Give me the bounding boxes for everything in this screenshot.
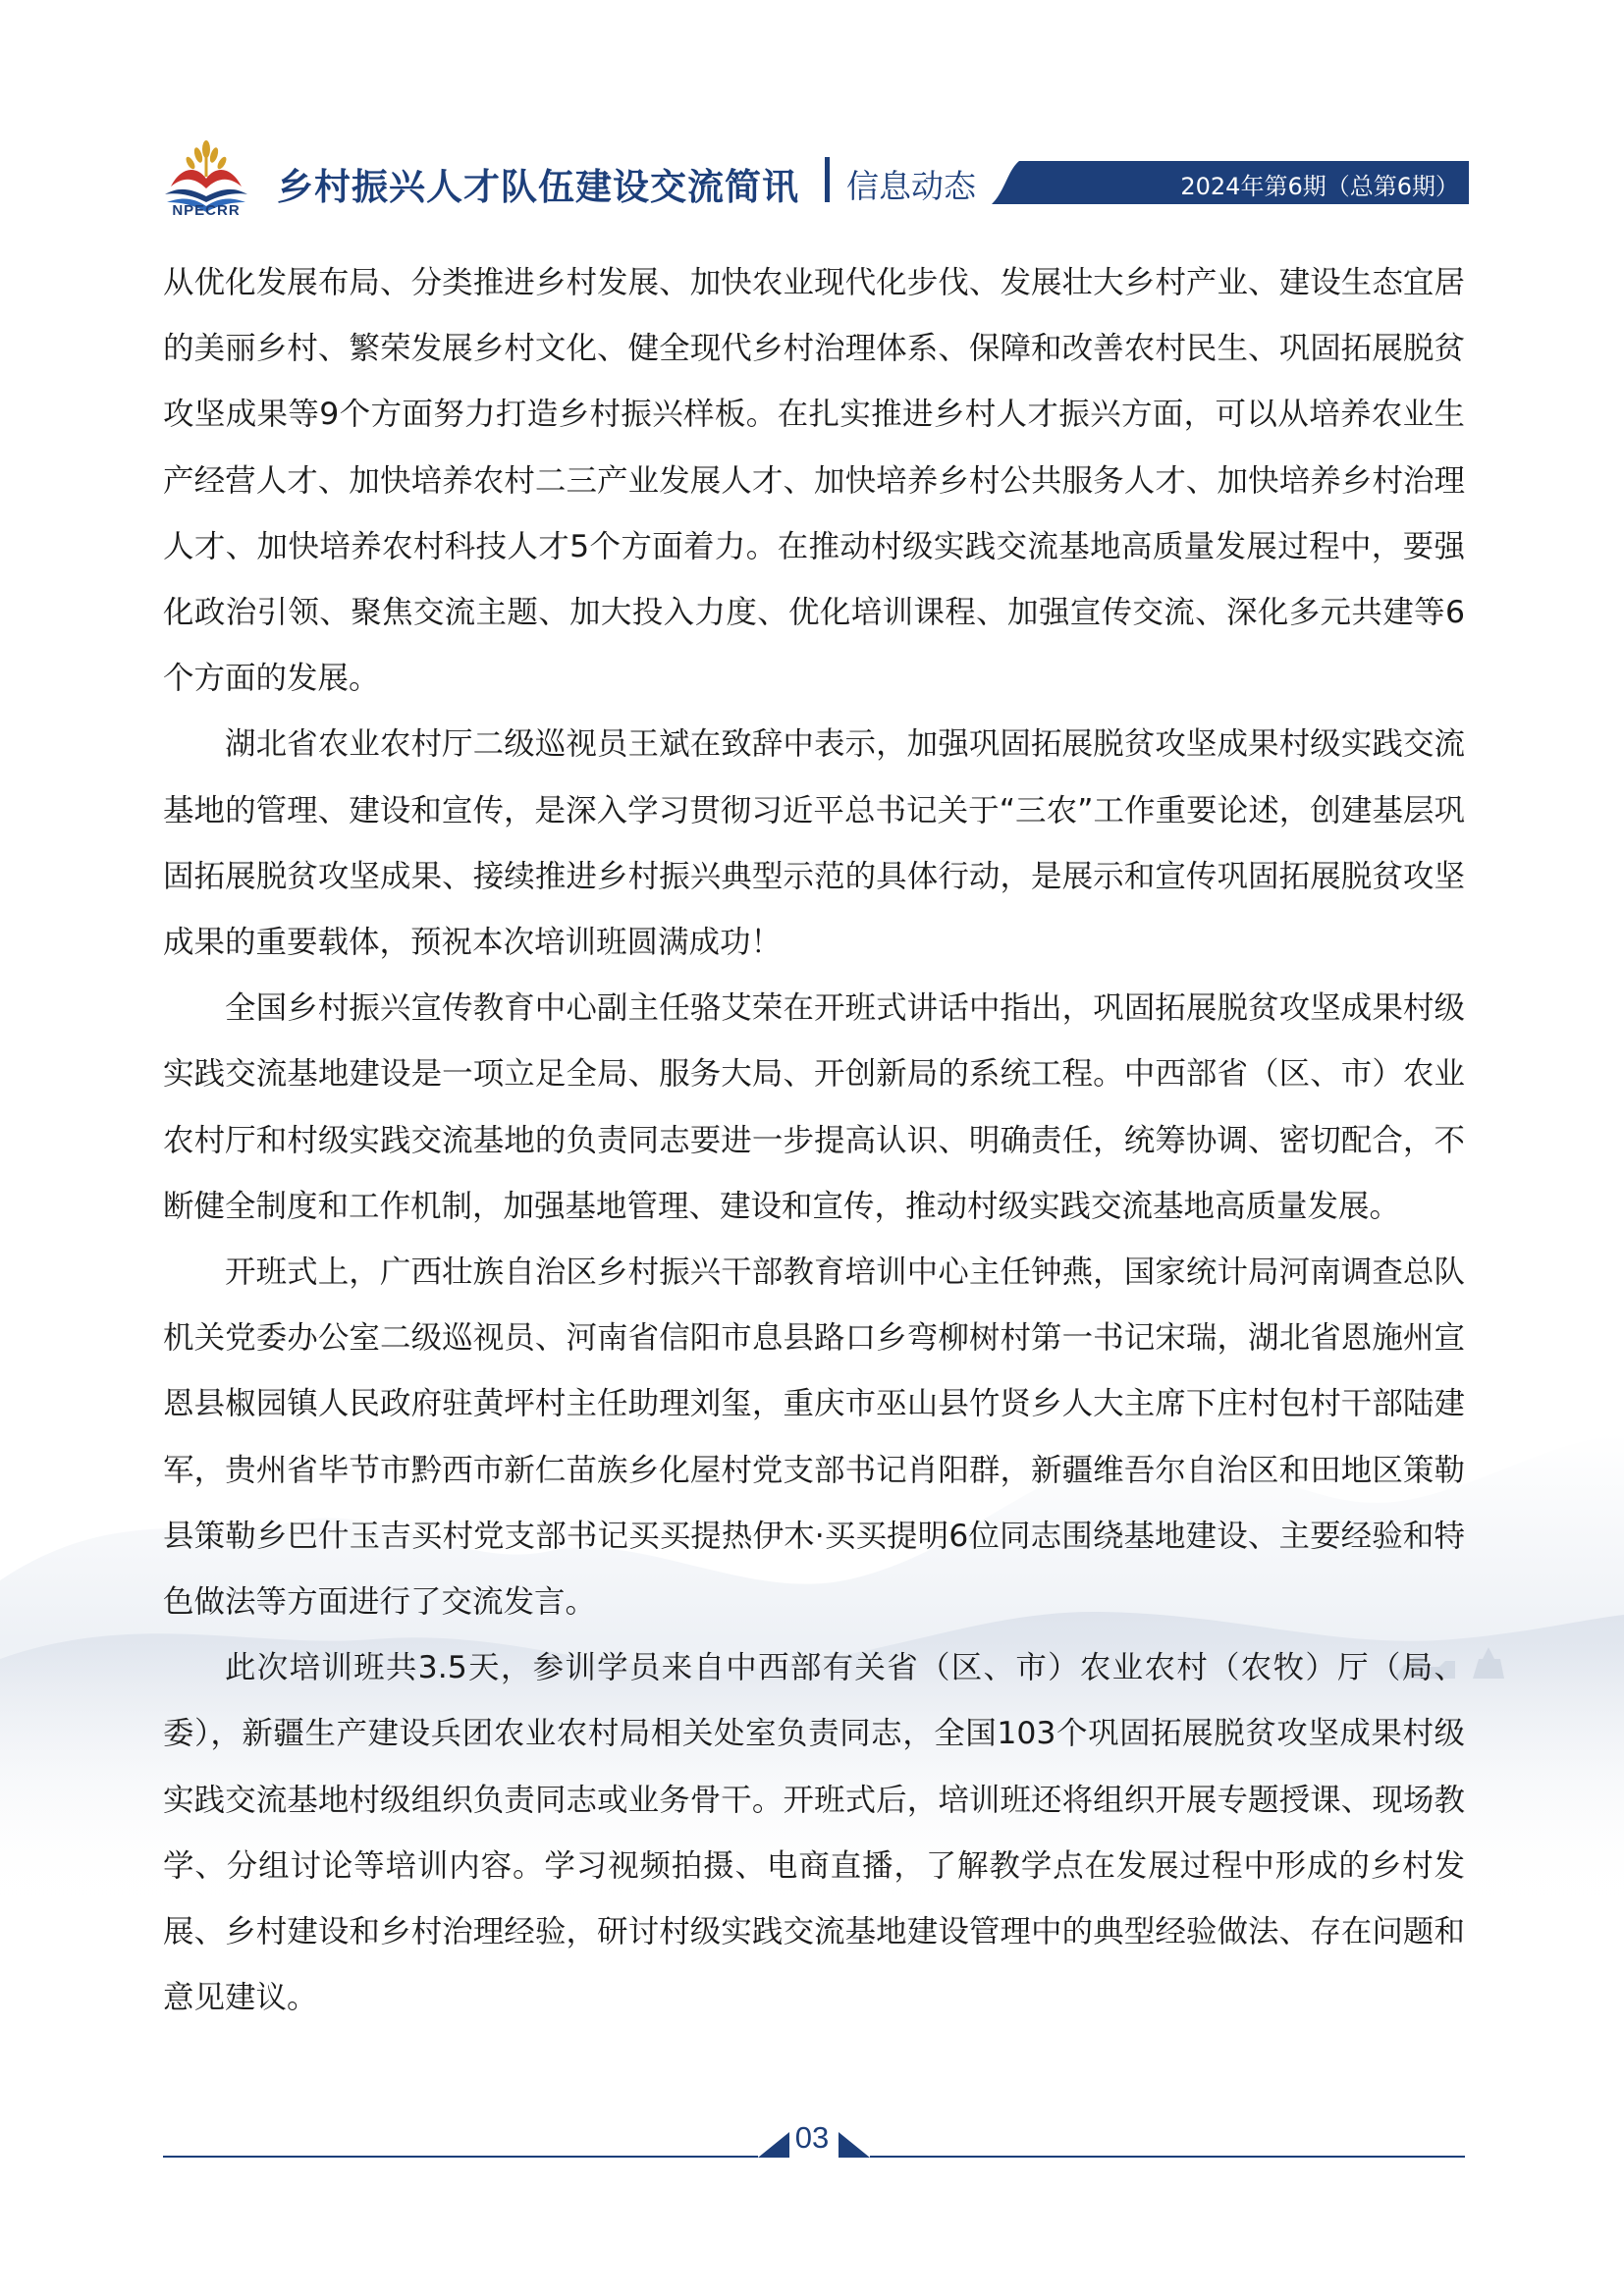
paragraph-5: 此次培训班共3.5天，参训学员来自中西部有关省（区、市）农业农村（农牧）厅（局、委），新疆生产建设兵团农业农村局相关处室负责同志，全国103个巩固拓展脱贫攻坚成果村级实践交流基地村级组织负责同志或业务骨干。开班式后，培训班还将组织开展专题授课、现场教学、分组讨论等培训内容。学习视频拍摄、电商直播，了解教学点在发展过程中形成的乡村发展、乡村建设和乡村治理经验，研讨村级实践交流基地建设管理中的典型经验做法、存在问题和意见建议。 [163,1650,1465,2016]
page-footer [0,2120,1624,2199]
paragraph-3: 全国乡村振兴宣传教育中心副主任骆艾荣在开班式讲话中指出，巩固拓展脱贫攻坚成果村级实践交流基地建设是一项立足全局、服务大局、开创新局的系统工程。中西部省（区、市）农业农村厅和村级实践交流基地的负责同志要进一步提高认识、明确责任，统筹协调、密切配合，不断健全制度和工作机制，加强基地管理、建设和宣传，推动村级实践交流基地高质量发展。 [163,990,1465,1224]
section-name: 信息动态 [846,167,976,205]
publication-title: 乡村振兴人才队伍建设交流简讯 [277,166,799,208]
page-number: 03 [794,2120,830,2155]
paragraph-4: 开班式上，广西壮族自治区乡村振兴干部教育培训中心主任钟燕，国家统计局河南调查总队机关党委办公室二级巡视员、河南省信阳市息县路口乡弯柳树村第一书记宋瑞，湖北省恩施州宣恩县椒园镇人民政府驻黄坪村主任助理刘玺，重庆市巫山县竹贤乡人大主席下庄村包村干部陆建军，贵州省毕节市黔西市新仁苗族乡化屋村党支部书记肖阳群，新疆维吾尔自治区和田地区策勒县策勒乡巴什玉吉买村党支部书记买买提热伊木·买买提明6位同志围绕基地建设、主要经验和特色做法等方面进行了交流发言。 [163,1255,1465,1621]
page-header [0,0,1624,226]
paragraph-1: 从优化发展布局、分类推进乡村发展、加快农业现代化步伐、发展壮大乡村产业、建设生态宜居的美丽乡村、繁荣发展乡村文化、健全现代乡村治理体系、保障和改善农村民生、巩固拓展脱贫攻坚成果等9个方面努力打造乡村振兴样板。在扎实推进乡村人才振兴方面，可以从培养农业生产经营人才、加快培养农村二三产业发展人才、加快培养乡村公共服务人才、加快培养乡村治理人才、加快培养农村科技人才5个方面着力。在推动村级实践交流基地高质量发展过程中，要强化政治引领、聚焦交流主题、加大投入力度、优化培训课程、加强宣传交流、深化多元共建等6个方面的发展。 [163,265,1465,697]
issue-number: 2024年第6期（总第6期） [1180,173,1459,200]
logo-text: NPECRR [172,202,241,219]
paragraph-2: 湖北省农业农村厅二级巡视员王斌在致辞中表示，加强巩固拓展脱贫攻坚成果村级实践交流基地的管理、建设和宣传，是深入学习贯彻习近平总书记关于“三农”工作重要论述，创建基层巩固拓展脱贫攻坚成果、接续推进乡村振兴典型示范的具体行动，是展示和宣传巩固拓展脱贫攻坚成果的重要载体，预祝本次培训班圆满成功！ [163,726,1465,961]
footer-rule-left [163,2156,758,2158]
article-body [163,250,1465,2031]
footer-rule-right [870,2156,1465,2158]
title-divider [825,157,830,202]
footer-triangle-right-icon [839,2132,870,2158]
